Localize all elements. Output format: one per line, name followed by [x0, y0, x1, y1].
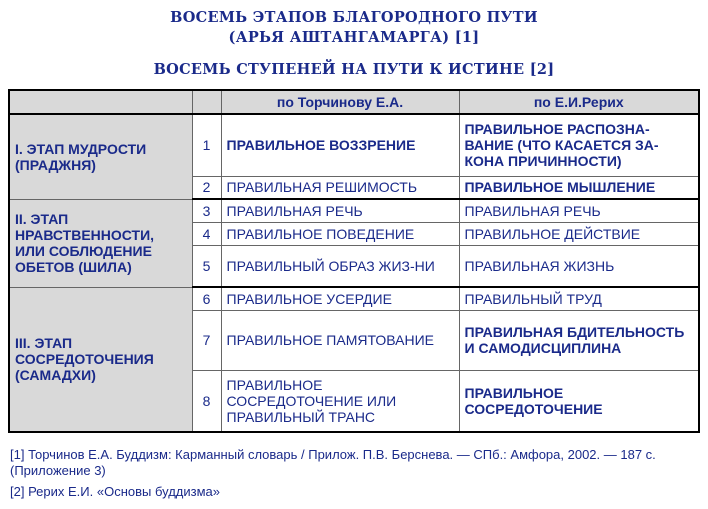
- stage-3-cell: III. ЭТАП СОСРЕДОТОЧЕНИЯ (САМАДХИ): [9, 287, 192, 432]
- roerich-cell: ПРАВИЛЬНАЯ РЕЧЬ: [459, 199, 699, 222]
- row-num: 8: [192, 370, 221, 432]
- roerich-cell: ПРАВИЛЬНОЕ ДЕЙСТВИЕ: [459, 222, 699, 245]
- stage-2-cell: II. ЭТАП НРАВСТВЕННОСТИ, ИЛИ СОБЛЮДЕНИЕ ОБЕТОВ (ШИЛА): [9, 199, 192, 287]
- title-line-1: ВОСЕМЬ ЭТАПОВ БЛАГОРОДНОГО ПУТИ: [170, 9, 538, 26]
- torchinov-cell: ПРАВИЛЬНАЯ РЕЧЬ: [221, 199, 459, 222]
- torchinov-cell: ПРАВИЛЬНОЕ СОСРЕДОТОЧЕНИЕ ИЛИ ПРАВИЛЬНЫЙ ТРАНС: [221, 370, 459, 432]
- row-num: 5: [192, 245, 221, 287]
- torchinov-cell: ПРАВИЛЬНЫЙ ОБРАЗ ЖИЗ-НИ: [221, 245, 459, 287]
- roerich-cell: ПРАВИЛЬНОЕ РАСПОЗНА-ВАНИЕ (ЧТО КАСАЕТСЯ ЗА-КОНА ПРИЧИННОСТИ): [459, 114, 699, 176]
- roerich-cell: ПРАВИЛЬНАЯ БДИТЕЛЬНОСТЬ И САМОДИСЦИПЛИНА: [459, 310, 699, 370]
- row-num: 4: [192, 222, 221, 245]
- row-num: 6: [192, 287, 221, 310]
- stages-table: [8, 89, 700, 433]
- table-header-row: [9, 90, 699, 114]
- footnote-1: [1] Торчинов Е.А. Буддизм: Карманный словарь / Прилож. П.В. Берснева. — СПб.: Амфора, 2002. — 187 с. (Приложение 3): [10, 447, 656, 478]
- torchinov-cell: ПРАВИЛЬНОЕ ПАМЯТОВАНИЕ: [221, 310, 459, 370]
- header-num: [192, 90, 221, 114]
- table-row: [9, 114, 699, 176]
- roerich-cell: ПРАВИЛЬНЫЙ ТРУД: [459, 287, 699, 310]
- header-stage: [9, 90, 192, 114]
- footnote-2: [2] Рерих Е.И. «Основы буддизма»: [10, 484, 220, 499]
- roerich-cell: ПРАВИЛЬНАЯ ЖИЗНЬ: [459, 245, 699, 287]
- row-num: 1: [192, 114, 221, 176]
- title-line-2: (АРЬЯ АШТАНГАМАРГА) [1]: [228, 29, 480, 46]
- row-num: 3: [192, 199, 221, 222]
- table-row: [9, 287, 699, 310]
- roerich-cell: ПРАВИЛЬНОЕ СОСРЕДОТОЧЕНИЕ: [459, 370, 699, 432]
- torchinov-cell: ПРАВИЛЬНАЯ РЕШИМОСТЬ: [221, 176, 459, 199]
- subtitle: ВОСЕМЬ СТУПЕНЕЙ НА ПУТИ К ИСТИНЕ [2]: [153, 61, 555, 78]
- row-num: 7: [192, 310, 221, 370]
- torchinov-cell: ПРАВИЛЬНОЕ ВОЗЗРЕНИЕ: [221, 114, 459, 176]
- torchinov-cell: ПРАВИЛЬНОЕ УСЕРДИЕ: [221, 287, 459, 310]
- header-torchinov: по Торчинову Е.А.: [221, 90, 459, 114]
- header-roerich: по Е.И.Рерих: [459, 90, 699, 114]
- table-row: [9, 199, 699, 222]
- stage-1-cell: I. ЭТАП МУДРОСТИ (ПРАДЖНЯ): [9, 114, 192, 199]
- torchinov-cell: ПРАВИЛЬНОЕ ПОВЕДЕНИЕ: [221, 222, 459, 245]
- row-num: 2: [192, 176, 221, 199]
- roerich-cell: ПРАВИЛЬНОЕ МЫШЛЕНИЕ: [459, 176, 699, 199]
